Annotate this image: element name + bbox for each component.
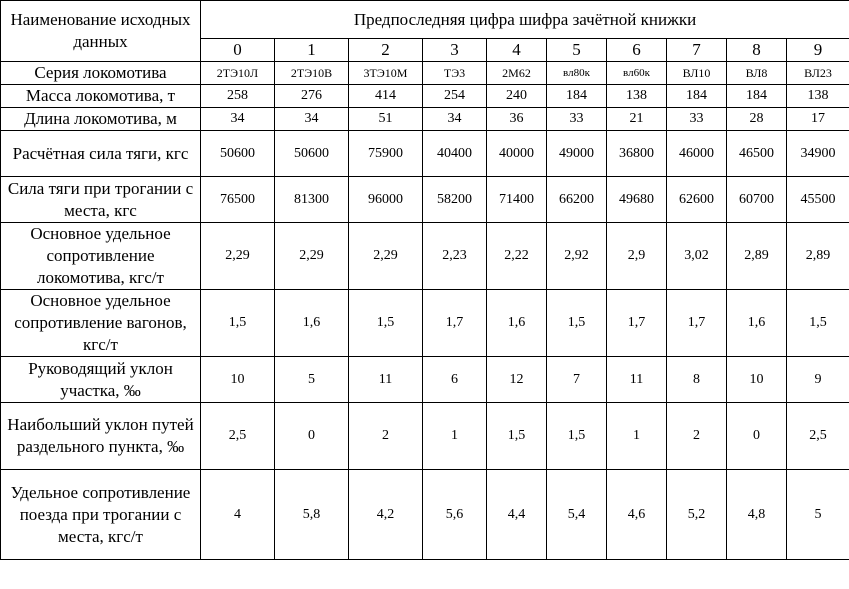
value-cell: 71400: [487, 177, 547, 223]
value-cell: ВЛ10: [667, 62, 727, 85]
value-cell: 5: [787, 470, 849, 560]
value-cell: 1,7: [607, 290, 667, 357]
value-cell: 5,4: [547, 470, 607, 560]
value-cell: 2,89: [787, 223, 849, 290]
value-cell: 36: [487, 108, 547, 131]
value-cell: 2,5: [787, 403, 849, 470]
value-cell: 33: [667, 108, 727, 131]
table-row: [1, 403, 849, 470]
value-cell: 49000: [547, 131, 607, 177]
value-cell: 50600: [275, 131, 349, 177]
value-cell: 60700: [727, 177, 787, 223]
value-cell: ТЭ3: [423, 62, 487, 85]
value-cell: 4,4: [487, 470, 547, 560]
value-cell: 33: [547, 108, 607, 131]
digit-cell: 6: [607, 39, 667, 62]
value-cell: 7: [547, 357, 607, 403]
value-cell: ВЛ23: [787, 62, 849, 85]
value-cell: 51: [349, 108, 423, 131]
value-cell: 138: [607, 85, 667, 108]
value-cell: 45500: [787, 177, 849, 223]
value-cell: 5,2: [667, 470, 727, 560]
digit-cell: 9: [787, 39, 849, 62]
param-label: Удельное сопротивление поезда при трогании с места, кгс/т: [1, 470, 201, 560]
param-label: Длина локомотива, м: [1, 108, 201, 131]
value-cell: вл60к: [607, 62, 667, 85]
value-cell: 414: [349, 85, 423, 108]
param-label: Руководящий уклон участка, ‰: [1, 357, 201, 403]
param-label: Сила тяги при трогании с места, кгс: [1, 177, 201, 223]
table-row: [1, 357, 849, 403]
value-cell: 34900: [787, 131, 849, 177]
value-cell: 62600: [667, 177, 727, 223]
value-cell: 34: [275, 108, 349, 131]
value-cell: 0: [275, 403, 349, 470]
value-cell: 10: [727, 357, 787, 403]
value-cell: 5,8: [275, 470, 349, 560]
value-cell: 0: [727, 403, 787, 470]
value-cell: 8: [667, 357, 727, 403]
value-cell: 254: [423, 85, 487, 108]
digit-cell: 1: [275, 39, 349, 62]
value-cell: 1,5: [487, 403, 547, 470]
value-cell: 50600: [201, 131, 275, 177]
value-cell: 75900: [349, 131, 423, 177]
value-cell: 2,89: [727, 223, 787, 290]
value-cell: 2,23: [423, 223, 487, 290]
value-cell: 1,6: [275, 290, 349, 357]
value-cell: 46500: [727, 131, 787, 177]
value-cell: 2М62: [487, 62, 547, 85]
value-cell: 1,5: [547, 403, 607, 470]
value-cell: 58200: [423, 177, 487, 223]
digit-cell: 2: [349, 39, 423, 62]
param-label: Наибольший уклон путей раздельного пункта, ‰: [1, 403, 201, 470]
value-cell: 46000: [667, 131, 727, 177]
value-cell: 21: [607, 108, 667, 131]
value-cell: 2ТЭ10Л: [201, 62, 275, 85]
digit-cell: 8: [727, 39, 787, 62]
value-cell: 1,5: [547, 290, 607, 357]
table-row: [1, 177, 849, 223]
table-row: [1, 470, 849, 560]
digit-cell: 4: [487, 39, 547, 62]
param-label: Серия локомотива: [1, 62, 201, 85]
value-cell: 2: [349, 403, 423, 470]
param-label: Масса локомотива, т: [1, 85, 201, 108]
digit-cell: 3: [423, 39, 487, 62]
value-cell: 36800: [607, 131, 667, 177]
value-cell: 1,5: [201, 290, 275, 357]
value-cell: 12: [487, 357, 547, 403]
value-cell: ВЛ8: [727, 62, 787, 85]
table-row: [1, 85, 849, 108]
value-cell: 11: [349, 357, 423, 403]
value-cell: 81300: [275, 177, 349, 223]
value-cell: 1: [607, 403, 667, 470]
param-label: Основное удельное сопротивление вагонов, кгс/т: [1, 290, 201, 357]
param-header-cell: Наименование исходных данных: [1, 1, 201, 62]
value-cell: 34: [423, 108, 487, 131]
value-cell: 3,02: [667, 223, 727, 290]
value-cell: 240: [487, 85, 547, 108]
value-cell: 2,29: [201, 223, 275, 290]
value-cell: 2ТЭ10В: [275, 62, 349, 85]
value-cell: 6: [423, 357, 487, 403]
value-cell: 1,6: [487, 290, 547, 357]
value-cell: 2,5: [201, 403, 275, 470]
table-row: [1, 131, 849, 177]
value-cell: 2,92: [547, 223, 607, 290]
header-row: [1, 1, 849, 39]
param-label: Расчётная сила тяги, кгс: [1, 131, 201, 177]
value-cell: 3ТЭ10М: [349, 62, 423, 85]
digit-cell: 0: [201, 39, 275, 62]
value-cell: 2: [667, 403, 727, 470]
value-cell: 184: [727, 85, 787, 108]
value-cell: 40400: [423, 131, 487, 177]
value-cell: 2,29: [275, 223, 349, 290]
value-cell: 1: [423, 403, 487, 470]
value-cell: 258: [201, 85, 275, 108]
value-cell: 1,7: [423, 290, 487, 357]
value-cell: 76500: [201, 177, 275, 223]
value-cell: 66200: [547, 177, 607, 223]
value-cell: 96000: [349, 177, 423, 223]
value-cell: 184: [667, 85, 727, 108]
value-cell: 2,22: [487, 223, 547, 290]
value-cell: вл80к: [547, 62, 607, 85]
value-cell: 1,5: [787, 290, 849, 357]
value-cell: 4,6: [607, 470, 667, 560]
value-cell: 49680: [607, 177, 667, 223]
value-cell: 10: [201, 357, 275, 403]
value-cell: 4: [201, 470, 275, 560]
value-cell: 2,29: [349, 223, 423, 290]
value-cell: 1,7: [667, 290, 727, 357]
value-cell: 40000: [487, 131, 547, 177]
value-cell: 4,8: [727, 470, 787, 560]
digit-header-cell: Предпоследняя цифра шифра зачётной книжки: [201, 1, 849, 39]
value-cell: 9: [787, 357, 849, 403]
value-cell: 4,2: [349, 470, 423, 560]
value-cell: 2,9: [607, 223, 667, 290]
value-cell: 34: [201, 108, 275, 131]
value-cell: 184: [547, 85, 607, 108]
value-cell: 28: [727, 108, 787, 131]
value-cell: 1,5: [349, 290, 423, 357]
value-cell: 11: [607, 357, 667, 403]
table-row: [1, 62, 849, 85]
table-row: [1, 223, 849, 290]
value-cell: 138: [787, 85, 849, 108]
table-row: [1, 290, 849, 357]
digit-cell: 7: [667, 39, 727, 62]
digit-cell: 5: [547, 39, 607, 62]
value-cell: 17: [787, 108, 849, 131]
value-cell: 5,6: [423, 470, 487, 560]
table-row: [1, 108, 849, 131]
value-cell: 1,6: [727, 290, 787, 357]
value-cell: 5: [275, 357, 349, 403]
value-cell: 276: [275, 85, 349, 108]
param-label: Основное удельное сопротивление локомотива, кгс/т: [1, 223, 201, 290]
